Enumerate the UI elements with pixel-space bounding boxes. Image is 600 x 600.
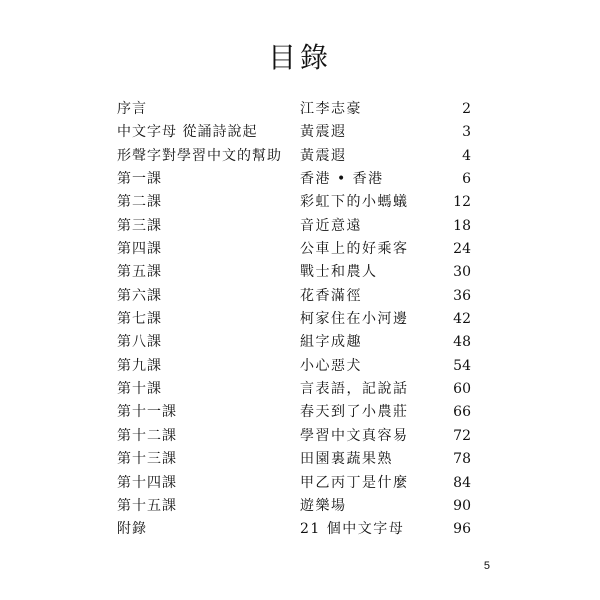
toc-section-label: 第十五課 [117, 497, 177, 514]
toc-section-label: 第一課 [117, 171, 162, 188]
toc-row [117, 518, 471, 541]
toc-entry-title: 花香滿徑 [300, 287, 362, 304]
toc-entry-title: 遊樂場 [300, 497, 347, 514]
toc-row [117, 355, 471, 378]
toc-section-label: 第六課 [117, 287, 162, 304]
toc-row [117, 495, 471, 518]
toc-entry-title: 戰士和農人 [300, 264, 378, 281]
toc-section-label: 第十三課 [117, 451, 177, 468]
toc-entry-title: 21 個中文字母 [300, 521, 405, 538]
toc-page-number: 72 [453, 427, 471, 444]
toc-entry-title: 田園裏蔬果熟 [300, 451, 393, 468]
toc-row [117, 238, 471, 261]
toc-page-number: 90 [453, 497, 471, 514]
toc-page-number: 60 [453, 381, 471, 398]
toc-page-number: 42 [453, 311, 471, 328]
toc-row [117, 401, 471, 424]
toc-section-label: 第十四課 [117, 474, 177, 491]
toc-page-number: 4 [462, 147, 471, 164]
toc-section-label: 第三課 [117, 217, 162, 234]
page-title: 目錄 [267, 41, 332, 74]
toc-page-number: 2 [462, 101, 471, 117]
toc-page-number: 78 [453, 451, 471, 468]
toc-entry-title: 公車上的好乘客 [300, 241, 409, 258]
toc-entry-title: 學習中文真容易 [300, 427, 409, 444]
toc-section-label: 第十二課 [117, 427, 177, 444]
toc-row [117, 308, 471, 331]
toc-entry-title: 香港 • 香港 [300, 171, 384, 188]
toc-page-number: 36 [453, 287, 471, 304]
toc-entry-title: 黃震遐 [300, 124, 347, 141]
toc-section-label: 序言 [117, 101, 147, 117]
toc-row [117, 331, 471, 354]
toc-row [117, 472, 471, 495]
toc-entry-title: 黃震遐 [300, 147, 347, 164]
toc-entry-title: 言表語，記說話 [300, 381, 409, 398]
table-of-contents [117, 98, 471, 542]
toc-row [117, 98, 471, 121]
toc-page-number: 48 [453, 334, 471, 351]
toc-page-number: 66 [453, 404, 471, 421]
toc-page-number: 3 [462, 124, 471, 141]
toc-section-label: 第八課 [117, 334, 162, 351]
toc-row [117, 191, 471, 214]
toc-row [117, 215, 471, 238]
toc-entry-title: 甲乙丙丁是什麼 [300, 474, 409, 491]
toc-page-number: 96 [453, 521, 471, 538]
toc-section-label: 形聲字對學習中文的幫助 [117, 147, 282, 164]
toc-page-number: 6 [462, 171, 471, 188]
toc-section-label: 第五課 [117, 264, 162, 281]
toc-section-label: 中文字母 從誦詩說起 [117, 124, 258, 141]
toc-entry-title: 組字成趣 [300, 334, 362, 351]
toc-entry-title: 春天到了小農莊 [300, 404, 409, 421]
toc-section-label: 第四課 [117, 241, 162, 258]
toc-section-label: 第十一課 [117, 404, 177, 421]
toc-entry-title: 小心惡犬 [300, 357, 362, 374]
toc-section-label: 第七課 [117, 311, 162, 328]
toc-section-label: 第十課 [117, 381, 162, 398]
toc-row [117, 448, 471, 471]
toc-row [117, 425, 471, 448]
toc-row [117, 168, 471, 191]
toc-row [117, 378, 471, 401]
page-number: 5 [483, 560, 490, 572]
toc-section-label: 附錄 [117, 521, 147, 538]
toc-page-number: 12 [453, 194, 471, 211]
toc-page-number: 18 [453, 217, 471, 234]
toc-row [117, 121, 471, 144]
toc-row [117, 261, 471, 284]
toc-section-label: 第二課 [117, 194, 162, 211]
toc-page-number: 24 [453, 241, 471, 258]
toc-entry-title: 彩虹下的小螞蟻 [300, 194, 409, 211]
toc-entry-title: 音近意遠 [300, 217, 362, 234]
toc-row [117, 285, 471, 308]
toc-page-number: 54 [453, 357, 471, 374]
toc-section-label: 第九課 [117, 357, 162, 374]
toc-page-number: 84 [453, 474, 471, 491]
toc-row [117, 145, 471, 168]
toc-entry-title: 柯家住在小河邊 [300, 311, 409, 328]
toc-entry-title: 江李志豪 [300, 101, 362, 117]
toc-page-number: 30 [453, 264, 471, 281]
